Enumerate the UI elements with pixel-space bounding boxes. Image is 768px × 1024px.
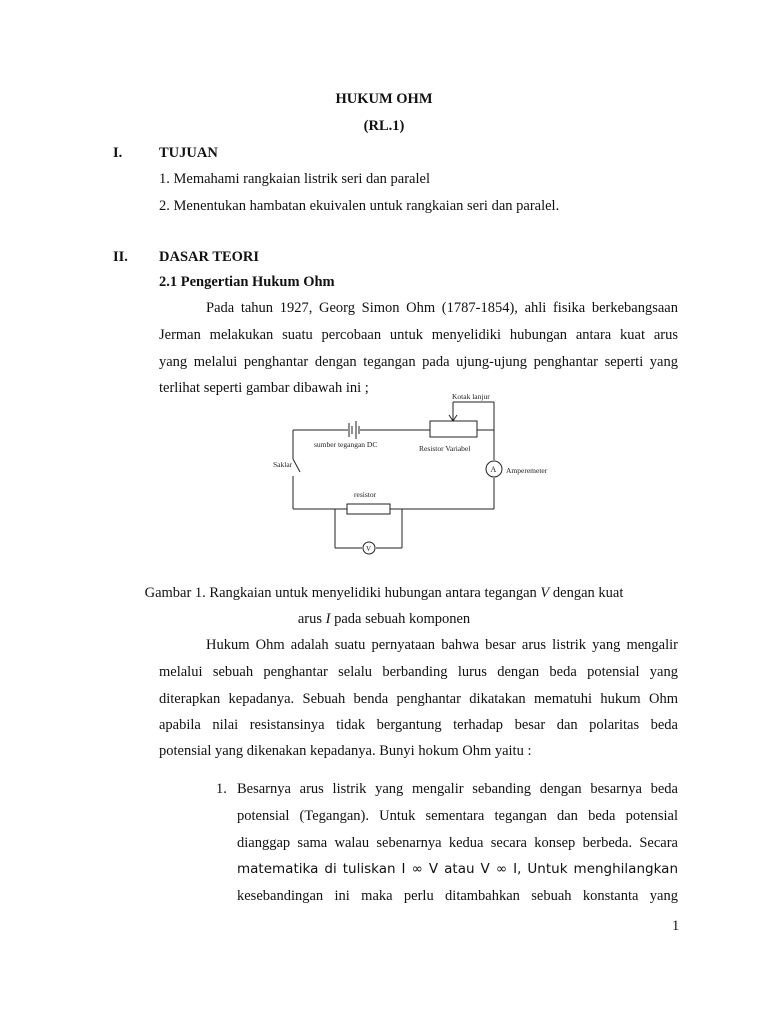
ammeter-symbol: A bbox=[490, 465, 497, 474]
label-resistor: resistor bbox=[354, 490, 377, 499]
paragraph-1-line-4: terlihat seperti gambar dibawah ini ; bbox=[159, 380, 369, 396]
document-title: HUKUM OHM bbox=[335, 91, 433, 107]
paragraph-1-line-2: Jerman melakukan suatu percobaan untuk menyelidiki hubungan antara kuat arus bbox=[159, 327, 678, 343]
paragraph-2-line-4: apabila nilai resistansinya tidak bergantung terhadap besar dan polaritas beda bbox=[159, 717, 678, 733]
paragraph-2-line-5: potensial yang dikenakan kepadanya. Bunyi hokum Ohm yaitu : bbox=[159, 743, 532, 759]
list-line-1: Besarnya arus listrik yang mengalir sebanding dengan besarnya beda bbox=[237, 781, 678, 797]
list-line-3: dianggap sama walau sebenarnya kedua secara konsep berbeda. Secara bbox=[237, 835, 678, 851]
objective-item-2: 2. Menentukan hambatan ekuivalen untuk rangkaian seri dan paralel. bbox=[159, 198, 560, 214]
label-resistor-variabel: Resistor Variabel bbox=[419, 444, 471, 453]
variable-resistor-box bbox=[430, 421, 477, 437]
label-amperemeter: Amperemeter bbox=[506, 466, 548, 475]
list-line-2: potensial (Tegangan). Untuk sementara tegangan dan beda potensial bbox=[237, 808, 678, 824]
paragraph-1-line-1: Pada tahun 1927, Georg Simon Ohm (1787-1854), ahli fisika berkebangsaan bbox=[206, 300, 678, 316]
paragraph-1-line-3: yang melalui penghantar dengan tegangan pada ujung-ujung penghantar seperti yang bbox=[159, 354, 678, 370]
figure-caption-line-1: Gambar 1. Rangkaian untuk menyelidiki hubungan antara tegangan V dengan kuat bbox=[144, 585, 624, 601]
label-kotak-lanjur: Kotak lanjur bbox=[452, 392, 490, 401]
document-code: (RL.1) bbox=[363, 118, 405, 134]
paragraph-2-line-1: Hukum Ohm adalah suatu pernyataan bahwa besar arus listrik yang mengalir bbox=[206, 637, 678, 653]
list-item-number: 1. bbox=[216, 781, 227, 797]
resistor-box bbox=[347, 504, 390, 514]
paragraph-2-line-2: melalui sebuah penghantar selalu berbanding lurus dengan beda potensial yang bbox=[159, 664, 678, 680]
section-1-number: I. bbox=[113, 145, 123, 161]
section-2-number: II. bbox=[113, 249, 128, 265]
section-2-heading: DASAR TEORI bbox=[159, 249, 260, 265]
page-number: 1 bbox=[672, 918, 680, 934]
list-line-5: kesebandingan ini maka perlu ditambahkan sebuah konstanta yang bbox=[237, 888, 678, 904]
list-line-4: matematika di tuliskan I ∞ V atau V ∞ I, Untuk menghilangkan bbox=[237, 861, 678, 877]
section-1-heading: TUJUAN bbox=[159, 145, 218, 161]
figure-caption-line-2: arus I pada sebuah komponen bbox=[297, 611, 471, 627]
subsection-heading: 2.1 Pengertian Hukum Ohm bbox=[159, 274, 335, 290]
paragraph-2-line-3: diterapkan kepadanya. Sebuah benda penghantar dikatakan mematuhi hukum Ohm bbox=[159, 691, 678, 707]
label-sumber-tegangan: sumber tegangan DC bbox=[314, 440, 378, 449]
voltmeter-symbol: V bbox=[366, 545, 372, 553]
label-saklar: Saklar bbox=[273, 460, 293, 469]
objective-item-1: 1. Memahami rangkaian listrik seri dan paralel bbox=[159, 171, 430, 187]
